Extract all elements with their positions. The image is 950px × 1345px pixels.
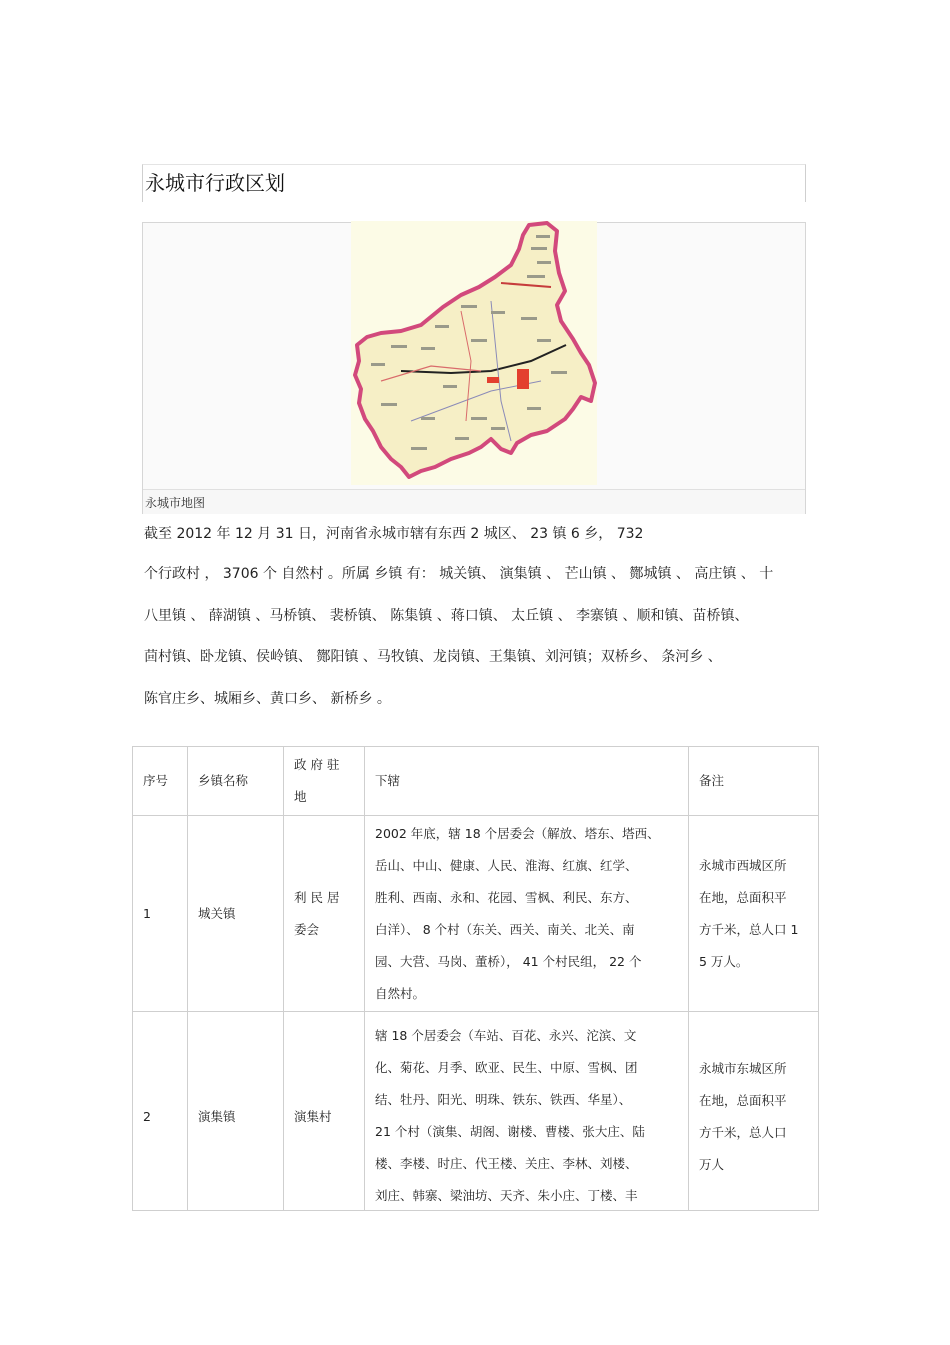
map-figure <box>142 222 806 514</box>
row-seat <box>284 816 365 1012</box>
seat-line: 委会 <box>294 921 320 937</box>
row-subordinates <box>365 1012 689 1212</box>
note-line: 方千米，总人口 <box>699 1124 787 1140</box>
row-subordinates <box>365 816 689 1012</box>
county-map-graphic <box>351 221 597 485</box>
seat-line: 演集村 <box>294 1108 332 1124</box>
table-header-row <box>133 747 819 816</box>
intro-line: 八里镇 、 薛湖镇 、马桥镇、 裴桥镇、 陈集镇 、蒋口镇、 太丘镇 、 李寨镇 、顺和镇、苗桥镇、 <box>144 607 749 624</box>
row-note <box>689 1012 819 1212</box>
header-cell: 政 府 驻 地 <box>284 747 365 816</box>
table-row <box>133 1012 819 1212</box>
intro-line: 个行政村 ， 3706 个 自然村 。所属 乡镇 有： 城关镇、 演集镇 、 芒山镇 、 酂城镇 、 高庄镇 、 十 <box>144 566 774 582</box>
header-cell: 备注 <box>689 747 819 816</box>
header-cell: 序号 <box>133 747 188 816</box>
note-line: 在地，总面积平 <box>699 1092 787 1108</box>
note-line: 在地，总面积平 <box>699 889 787 905</box>
row-seat <box>284 1012 365 1212</box>
table-bottom-border <box>132 1210 819 1211</box>
sub-line: 岳山、中山、健康、人民、淮海、红旗、红学、 <box>375 857 638 873</box>
row-town-name: 演集镇 <box>188 1012 284 1212</box>
sub-line: 结、牡丹、阳光、明珠、铁东、铁西、华星）、 <box>375 1092 632 1107</box>
note-line: 5 万人。 <box>699 953 749 969</box>
intro-paragraph <box>144 514 808 720</box>
sub-line: 楼、李楼、时庄、代王楼、关庄、李林、刘楼、 <box>375 1156 638 1171</box>
sub-line: 胜利、西南、永和、花园、雪枫、利民、东方、 <box>375 889 638 905</box>
note-line: 方千米，总人口 1 <box>699 921 799 937</box>
sub-line: 园、大营、马岗、董桥）， 41 个村民组， 22 个 <box>375 953 642 969</box>
note-line: 万人 <box>699 1156 725 1172</box>
intro-line: 陈官庄乡、城厢乡、黄口乡、 新桥乡 。 <box>144 690 391 707</box>
towns-table-wrapper <box>132 746 819 1211</box>
title-box <box>142 164 806 202</box>
sub-line: 白洋）、 8 个村（东关、西关、南关、北关、南 <box>375 921 635 937</box>
sub-line: 2002 年底，辖 18 个居委会（解放、塔东、塔西、 <box>375 825 660 841</box>
row-index: 2 <box>133 1012 188 1212</box>
table-row <box>133 816 819 1012</box>
page-title: 永城市行政区划 <box>145 171 285 195</box>
sub-line: 刘庄、韩寨、梁油坊、天齐、朱小庄、丁楼、丰 <box>375 1188 638 1203</box>
seat-line: 利 民 居 <box>294 889 340 905</box>
row-index: 1 <box>133 816 188 1012</box>
intro-line: 截至 2012 年 12 月 31 日，河南省永城市辖有东西 2 城区、 23 镇 6 乡， 732 <box>144 526 644 542</box>
towns-table <box>132 746 819 1211</box>
note-line: 永城市东城区所 <box>699 1060 787 1076</box>
map-caption: 永城市地图 <box>145 496 206 510</box>
sub-line: 自然村。 <box>375 985 426 1001</box>
map-image <box>351 221 597 485</box>
sub-line: 21 个村（演集、胡阁、谢楼、曹楼、张大庄、陆 <box>375 1124 645 1139</box>
header-cell: 乡镇名称 <box>188 747 284 816</box>
sub-line: 辖 18 个居委会（车站、百花、永兴、沱滨、文 <box>375 1028 637 1043</box>
intro-line: 茴村镇、卧龙镇、侯岭镇、 酂阳镇 、马牧镇、龙岗镇、王集镇、刘河镇；双桥乡、 条河乡 、 <box>144 649 722 665</box>
map-caption-band <box>143 489 805 514</box>
note-line: 永城市西城区所 <box>699 857 787 873</box>
row-note <box>689 816 819 1012</box>
row-town-name: 城关镇 <box>188 816 284 1012</box>
sub-line: 化、菊花、月季、欧亚、民生、中原、雪枫、团 <box>375 1060 638 1075</box>
header-cell: 下辖 <box>365 747 689 816</box>
